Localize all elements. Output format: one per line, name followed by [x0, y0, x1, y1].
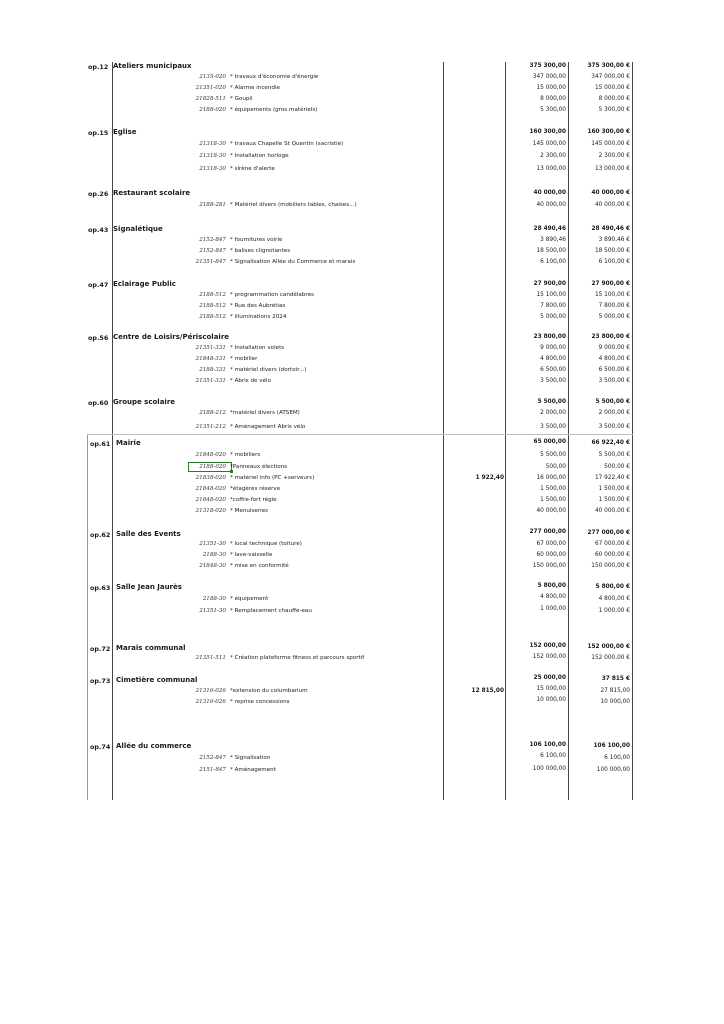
account-code: 2152-847 [199, 248, 226, 254]
op-title: Salle des Events [116, 530, 181, 538]
op-total: 28 490,46 [533, 226, 566, 232]
op-title: Marais communal [116, 644, 186, 652]
line-amount: 2 300,00 [540, 153, 566, 159]
account-code: 2188-020 [199, 107, 226, 113]
line-amount-euro: 3 500,00 € [598, 378, 630, 384]
op-code: op.47 [88, 281, 109, 289]
line-amount: 6 500,00 [540, 367, 566, 373]
account-code: 2188-30 [202, 596, 226, 602]
account-code: 21838-020 [195, 475, 226, 481]
line-amount-euro: 2 300,00 € [598, 153, 630, 159]
account-code: 21316-026 [195, 699, 226, 705]
line-description: *extension du columbarium [230, 688, 308, 694]
account-code: 2135-020 [199, 74, 226, 80]
line-amount: 1 500,00 [540, 497, 566, 503]
account-code: 21318-30 [199, 153, 226, 159]
account-code: 21351-020 [195, 85, 226, 91]
op-code: op.62 [90, 531, 111, 539]
line-description: * équipement [230, 596, 269, 602]
line-description: * matériel divers (dortoir...) [230, 367, 307, 373]
account-code: 2188-512 [199, 314, 226, 320]
line-amount-euro: 10 000,00 [600, 699, 630, 705]
line-amount-euro: 1 500,00 € [598, 486, 630, 492]
line-description: * sirène d'alerte [230, 166, 275, 172]
line-amount: 40 000,00 [536, 202, 566, 208]
account-code: 2188-020 [199, 464, 226, 470]
line-description: * travaux Chapelle St Quentin (sacristie) [230, 141, 344, 147]
op-total-euro: 106 100,00 [593, 743, 630, 749]
line-description: * Remplacement chauffe-eau [230, 608, 312, 614]
line-amount: 150 000,00 [532, 563, 566, 569]
line-amount: 4 800,00 [540, 594, 566, 600]
line-amount: 13 000,00 [536, 166, 566, 172]
account-code: 2151-847 [199, 767, 226, 773]
line-amount: 4 800,00 [540, 356, 566, 362]
line-amount-euro: 5 000,00 € [598, 314, 630, 320]
line-description: * mise en conformité [230, 563, 289, 569]
line-amount: 6 100,00 [540, 259, 566, 265]
op-total-euro: 23 800,00 € [591, 334, 630, 340]
account-code: 2188-281 [199, 202, 226, 208]
line-amount-euro: 1 500,00 € [598, 497, 630, 503]
line-amount-euro: 150 000,00 € [591, 563, 630, 569]
op-total-euro: 5 800,00 € [595, 584, 630, 590]
line-amount-euro: 1 000,00 € [598, 608, 630, 614]
line-description: * mobilier [230, 356, 258, 362]
row-divider [87, 434, 633, 435]
line-description: *étagères réserve [230, 486, 281, 492]
account-code: 2188-212 [199, 410, 226, 416]
line-amount-euro: 67 000,00 € [594, 541, 630, 547]
line-description: * fournitures voirie [230, 237, 283, 243]
op-total-euro: 375 300,00 € [587, 63, 630, 69]
line-amount-euro: 145 000,00 € [591, 141, 630, 147]
account-code: 21351-847 [195, 259, 226, 265]
account-code: 21318-30 [199, 141, 226, 147]
account-code: 21848-020 [195, 497, 226, 503]
op-title: Ateliers municipaux [113, 62, 192, 70]
line-amount: 8 000,00 [540, 96, 566, 102]
op-total: 65 000,00 [533, 439, 566, 445]
account-code: 21318-020 [195, 508, 226, 514]
line-amount: 40 000,00 [536, 508, 566, 514]
line-description: * Installation horloge [230, 153, 289, 159]
op-total: 277 000,00 [529, 529, 566, 535]
line-amount-euro: 15 000,00 € [594, 85, 630, 91]
line-amount: 3 500,00 [540, 424, 566, 430]
op-code: op.26 [88, 190, 109, 198]
op-total: 23 800,00 [533, 334, 566, 340]
op-total: 375 300,00 [529, 63, 566, 69]
line-amount-euro: 40 000,00 € [594, 202, 630, 208]
op-code: op.63 [90, 584, 111, 592]
line-description: * Alarme incendie [230, 85, 280, 91]
op-total: 5 500,00 [537, 399, 566, 405]
line-amount: 6 100,00 [540, 753, 566, 759]
line-description: * Abris de vélo [230, 378, 271, 384]
line-description: *coffre-fort régie [230, 497, 277, 503]
line-amount-euro: 13 000,00 € [594, 166, 630, 172]
column-divider [112, 62, 113, 800]
op-code: op.43 [88, 226, 109, 234]
line-amount: 67 000,00 [536, 541, 566, 547]
line-amount: 5 000,00 [540, 314, 566, 320]
op-code: op.12 [88, 63, 109, 71]
account-code: 21848-30 [199, 563, 226, 569]
line-description: *Panneaux élections [230, 464, 288, 470]
op-title: Eclairage Public [113, 280, 176, 288]
column-divider [568, 62, 569, 800]
op-total: 106 100,00 [529, 742, 566, 748]
line-amount-euro: 6 500,00 € [598, 367, 630, 373]
line-amount: 5 300,00 [540, 107, 566, 113]
op-code: op.56 [88, 334, 109, 342]
op-total-euro: 5 500,00 € [595, 399, 630, 405]
line-amount-euro: 5 300,00 € [598, 107, 630, 113]
op-total: 40 000,00 [533, 190, 566, 196]
line-amount-euro: 27 815,00 [600, 688, 630, 694]
line-amount: 15 100,00 [536, 292, 566, 298]
line-amount: 18 500,00 [536, 248, 566, 254]
line-description: * Aménagement Abris vélo [230, 424, 306, 430]
account-code: 2188-30 [202, 552, 226, 558]
op-total: 27 900,00 [533, 281, 566, 287]
op-total-euro: 27 900,00 € [591, 281, 630, 287]
line-amount: 7 800,00 [540, 303, 566, 309]
line-amount-euro: 7 800,00 € [598, 303, 630, 309]
account-code: 2188-512 [199, 292, 226, 298]
op-code: op.74 [90, 743, 111, 751]
line-amount: 100 000,00 [532, 766, 566, 772]
op-total-euro: 160 300,00 € [587, 129, 630, 135]
line-amount-euro: 40 000,00 € [594, 508, 630, 514]
line-amount-euro: 3 890,46 € [598, 237, 630, 243]
op-title: Signalétique [113, 225, 163, 233]
line-description: * matériel info (PC +serveurs) [230, 475, 315, 481]
line-description: * lave-vaisselle [230, 552, 273, 558]
line-description: * Installation volets [230, 345, 285, 351]
line-amount-adjustment: 12 815,00 [471, 688, 504, 694]
account-code: 21351-511 [195, 655, 226, 661]
line-amount: 60 000,00 [536, 552, 566, 558]
op-code: op.61 [90, 440, 111, 448]
line-amount: 16 000,00 [536, 475, 566, 481]
line-amount-adjustment: 1 922,40 [475, 475, 504, 481]
account-code: 21828-511 [195, 96, 226, 102]
account-code: 2188-331 [199, 367, 226, 373]
line-amount-euro: 18 500,00 € [594, 248, 630, 254]
op-title: Restaurant scolaire [113, 189, 191, 197]
line-amount: 347 000,00 [532, 74, 566, 80]
line-amount-euro: 8 000,00 € [598, 96, 630, 102]
op-title: Cimetière communal [116, 676, 198, 684]
account-code: 21848-020 [195, 486, 226, 492]
line-description: * local technique (toiture) [230, 541, 302, 547]
line-amount: 152 000,00 [532, 654, 566, 660]
line-description: * mobiliers [230, 452, 261, 458]
line-amount: 2 000,00 [540, 410, 566, 416]
op-title: Centre de Loisirs/Périscolaire [113, 333, 230, 341]
op-total: 152 000,00 [529, 643, 566, 649]
op-total-euro: 66 922,40 € [591, 440, 630, 446]
line-amount-euro: 6 100,00 [604, 755, 630, 761]
op-total: 160 300,00 [529, 129, 566, 135]
op-total-euro: 40 000,00 € [591, 190, 630, 196]
line-description: * illuminations 2024 [230, 314, 287, 320]
line-amount-euro: 347 000,00 € [591, 74, 630, 80]
account-code: 21316-026 [195, 688, 226, 694]
account-code: 2152-847 [199, 755, 226, 761]
line-description: * Aménagement [230, 767, 276, 773]
line-description: * Création plateforme fitness et parcours sportif [230, 655, 365, 661]
line-description: * Signalisation Allée du Commerce et marais [230, 259, 356, 265]
line-amount-euro: 17 922,40 € [594, 475, 630, 481]
op-total-euro: 28 490,46 € [591, 226, 630, 232]
line-amount-euro: 500,00 € [604, 464, 630, 470]
line-description: * Rue des Aubrétias [230, 303, 286, 309]
op-total-euro: 37 815 € [601, 676, 630, 682]
line-amount: 10 000,00 [536, 697, 566, 703]
op-code: op.60 [88, 399, 109, 407]
account-code: 21351-212 [195, 424, 226, 430]
op-code: op.15 [88, 129, 109, 137]
column-divider [87, 434, 88, 800]
line-amount: 5 500,00 [540, 452, 566, 458]
line-description: * Signalisation [230, 755, 271, 761]
account-code: 2188-512 [199, 303, 226, 309]
op-total: 25 000,00 [533, 675, 566, 681]
op-total: 5 800,00 [537, 583, 566, 589]
line-amount: 15 000,00 [536, 686, 566, 692]
line-amount-euro: 2 000,00 € [598, 410, 630, 416]
line-description: * reprise concessions [230, 699, 290, 705]
line-description: * équipements (gros matériels) [230, 107, 318, 113]
line-description: * Goupil [230, 96, 253, 102]
line-amount-euro: 5 500,00 € [598, 452, 630, 458]
op-total-euro: 152 000,00 € [587, 644, 630, 650]
column-divider [632, 62, 633, 800]
account-code: 21848-020 [195, 452, 226, 458]
line-amount: 500,00 [545, 464, 566, 470]
op-title: Allée du commerce [116, 742, 192, 750]
op-code: op.72 [90, 645, 111, 653]
line-description: *matériel divers (ATSEM) [230, 410, 300, 416]
line-amount-euro: 6 100,00 € [598, 259, 630, 265]
account-code: 2152-847 [199, 237, 226, 243]
line-amount-euro: 15 100,00 € [594, 292, 630, 298]
line-amount-euro: 3 500,00 € [598, 424, 630, 430]
op-title: Eglise [113, 128, 137, 136]
op-code: op.73 [90, 677, 111, 685]
line-description: * travaux d'économie d'énergie [230, 74, 319, 80]
line-amount-euro: 9 000,00 € [598, 345, 630, 351]
line-amount-euro: 4 800,00 € [598, 356, 630, 362]
line-description: * Matériel divers (mobiliers tables, chaises...) [230, 202, 357, 208]
line-amount: 1 000,00 [540, 606, 566, 612]
op-title: Salle Jean Jaurès [116, 583, 182, 591]
line-amount: 145 000,00 [532, 141, 566, 147]
line-amount: 9 000,00 [540, 345, 566, 351]
line-amount: 3 890,46 [540, 237, 566, 243]
line-description: * Menuiseries [230, 508, 269, 514]
line-amount-euro: 4 800,00 € [598, 596, 630, 602]
line-description: * programmation candélabres [230, 292, 314, 298]
account-code: 21351-30 [199, 541, 226, 547]
line-amount-euro: 152 000,00 € [591, 655, 630, 661]
op-title: Mairie [116, 439, 141, 447]
account-code: 21351-30 [199, 608, 226, 614]
account-code: 21318-30 [199, 166, 226, 172]
op-title: Groupe scolaire [113, 398, 176, 406]
line-amount: 3 500,00 [540, 378, 566, 384]
line-amount-euro: 60 000,00 € [594, 552, 630, 558]
line-amount: 15 000,00 [536, 85, 566, 91]
line-description: * balises clignotantes [230, 248, 291, 254]
account-code: 21848-331 [195, 356, 226, 362]
account-code: 21351-331 [195, 378, 226, 384]
op-total-euro: 277 000,00 € [587, 530, 630, 536]
account-code: 21351-331 [195, 345, 226, 351]
line-amount-euro: 100 000,00 [596, 767, 630, 773]
line-amount: 1 500,00 [540, 486, 566, 492]
